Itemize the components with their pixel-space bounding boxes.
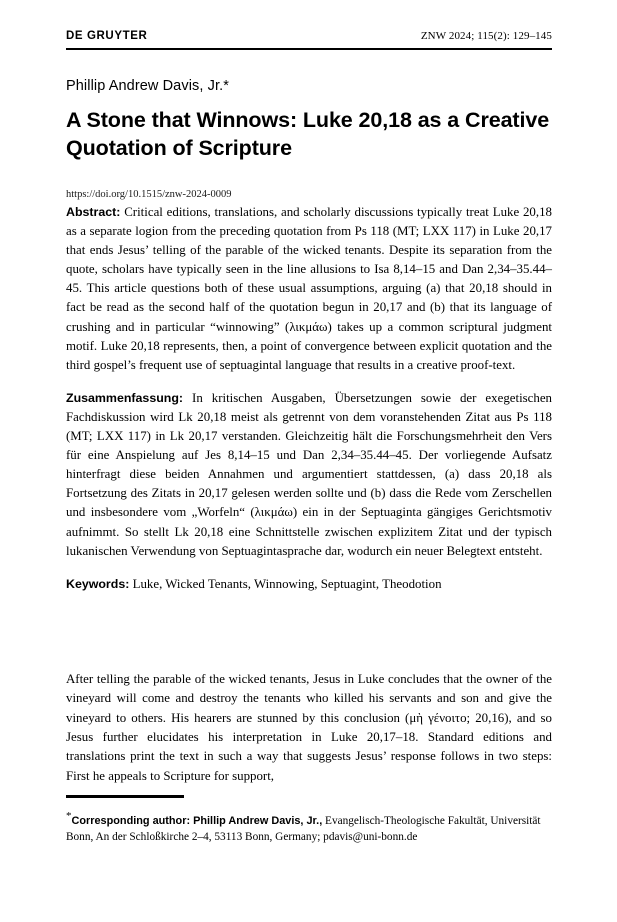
footnote-rule: [66, 795, 184, 798]
body-text: [66, 670, 552, 786]
zusammenfassung-paragraph: [66, 389, 552, 561]
footnote-block: [66, 795, 552, 846]
author-name: Phillip Andrew Davis, Jr.*: [66, 78, 229, 94]
keywords-label: Keywords:: [66, 576, 130, 591]
abstract-block: [66, 203, 552, 608]
publisher-logo: DE GRUYTER: [66, 30, 148, 42]
zusammenfassung-text: In kritischen Ausgaben, Übersetzungen sowie der exegetischen Fachdiskussion wird Lk 20,18 meist als getrennt von dem voranstehenden Zitat aus Ps 118 (MT; LXX 117) in Lk 20,17 verstanden. Gleichzeitig hält die Forschungsmehrheit den Vers für eine Anspielung auf Jes 8,14–15 und Dan 2,34–35.44–45. Der vorliegende Aufsatz hinterfragt diese beiden Annahmen und argumentiert stattdessen, (a) dass 20,18 als Fortsetzung des Zitats in 20,17 gelesen werden sollte und (b) dass die Rede vom Zerschellen und insbesondere vom „Worfeln“ (λικμάω) ein in der Septuaginta gängiges Gerichtsmotiv aufnimmt. So stellt Lk 20,18 eine Schnittstelle zwischen explizitem Zitat und der typisch lukanischen Verwendung von Septuagintasprache dar, wodurch ein neuer Belegtext entsteht.: [66, 390, 552, 558]
journal-reference: ZNW 2024; 115(2): 129–145: [420, 30, 552, 42]
corresponding-author-note: [66, 808, 552, 846]
abstract-label: Abstract:: [66, 205, 121, 219]
footnote-text: Evangelisch-Theologische Fakultät, Universität Bonn, An der Schloßkirche 2–4, 53113 Bonn, Germany; pdavis@uni-bonn.de: [66, 814, 541, 844]
running-head: [66, 30, 552, 50]
body-paragraph-1: After telling the parable of the wicked tenants, Jesus in Luke concludes that the owner of the vineyard will come and destroy the tenants who killed his servants and son and give the vineyard to others. His hearers are stunned by this conclusion (μὴ γένοιτο; 20,16), and so Jesus further elucidates his interpretation in Luke 20,17–18. Standard editions and translations print the text in such a way that suggests Jesus’ response follows in two steps: First he appeals to Scripture for support,: [66, 672, 552, 783]
keywords-paragraph: [66, 575, 552, 594]
abstract-paragraph: [66, 203, 552, 375]
doi-link[interactable]: https://doi.org/10.1515/znw-2024-0009: [66, 188, 232, 200]
keywords-text: Luke, Wicked Tenants, Winnowing, Septuagint, Theodotion: [129, 576, 442, 591]
footnote-label: Corresponding author: Phillip Andrew Davis, Jr.,: [71, 814, 323, 827]
footnote-marker: *: [66, 809, 72, 822]
title-block: [66, 78, 552, 200]
zusammenfassung-label: Zusammenfassung:: [66, 390, 184, 405]
page-title: A Stone that Winnows: Luke 20,18 as a Creative Quotation of Scripture: [66, 108, 550, 161]
abstract-text: Critical editions, translations, and scholarly discussions typically treat Luke 20,18 as a separate logion from the preceding quotation from Ps 118 (MT; LXX 117) in Luke 20,17 that ends Jesus’ telling of the parable of the wicked tenants. Despite its separation from the quote, scholars have typically seen in the line allusions to Isa 8,14–15 and Dan 2,34–35.44–45. This article questions both of these usual assumptions, arguing (a) that 20,18 should in fact be read as the second half of the quotation begun in 20,17 and (b) that its language of crushing and in particular “winnowing” (λικμάω) takes up a common scriptural judgment motif. Luke 20,18 represents, then, a point of convergence between explicit quotation and the third gospel’s frequent use of septuagintal language that results in a creative proof-text.: [66, 205, 552, 372]
